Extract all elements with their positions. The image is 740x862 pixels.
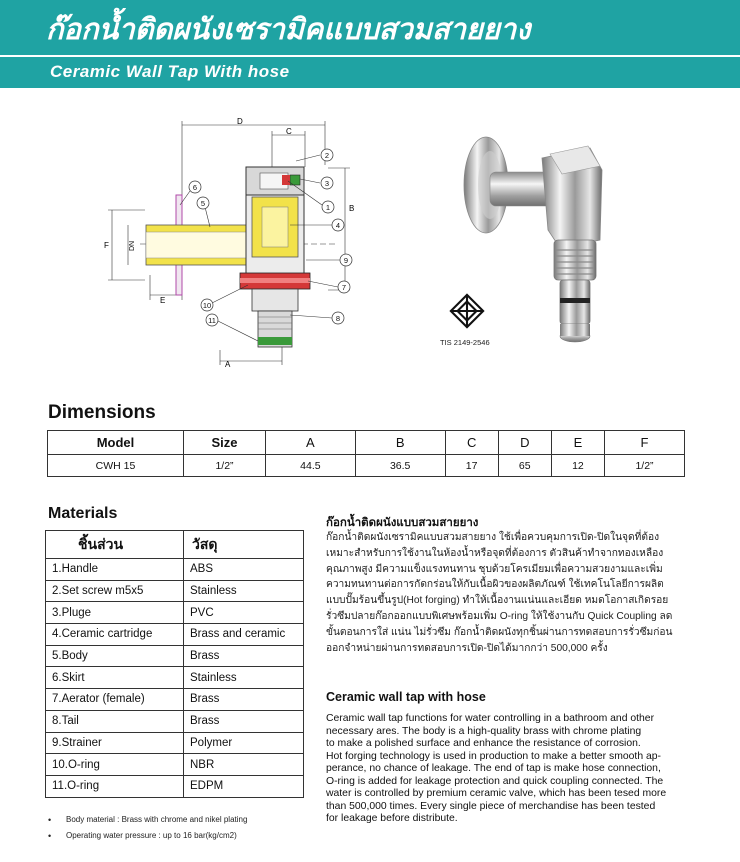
- description-line: perance, no chance of leakage. The end of tap is make hose connection,: [326, 763, 661, 774]
- table-row: [46, 645, 304, 667]
- column-header: F: [604, 431, 684, 455]
- table-cell: CWH 15: [48, 455, 184, 477]
- dim-label-e: E: [160, 296, 166, 305]
- part-name: 1.Handle: [46, 559, 184, 581]
- page-title-thai: ก๊อกน้ำติดผนังเซรามิคแบบสวมสายยาง: [46, 14, 531, 46]
- material-name: EDPM: [184, 775, 304, 797]
- part-name: 6.Skirt: [46, 667, 184, 689]
- description-line: O-ring is added for leakage protection and quick coupling connected. The: [326, 775, 664, 787]
- description-english-title: Ceramic wall tap with hose: [326, 690, 486, 704]
- callout-7: 7: [341, 283, 347, 292]
- description-line: แบบปั๊มร้อนขึ้นรูป(Hot forging) ทำให้เนื้องานแน่นและเอียด หมดโอกาสเกิดรอย: [326, 595, 669, 607]
- table-row: [46, 775, 304, 797]
- table-cell: 36.5: [355, 455, 445, 477]
- description-english: [326, 713, 701, 826]
- tis-certification-icon: [448, 292, 486, 330]
- column-header: Model: [48, 431, 184, 455]
- table-row: [46, 602, 304, 624]
- dim-label-d: D: [237, 117, 243, 126]
- material-name: Brass: [184, 645, 304, 667]
- column-header: A: [266, 431, 356, 455]
- part-name: 8.Tail: [46, 710, 184, 732]
- technical-drawing: [100, 115, 370, 370]
- part-name: 9.Strainer: [46, 732, 184, 754]
- part-name: 4.Ceramic cartridge: [46, 624, 184, 646]
- table-cell: 44.5: [266, 455, 356, 477]
- material-name: Brass: [184, 689, 304, 711]
- material-name: Stainless: [184, 667, 304, 689]
- callout-3: 3: [324, 179, 330, 188]
- table-row: [46, 667, 304, 689]
- dim-label-b: B: [349, 204, 355, 213]
- table-cell: 17: [445, 455, 498, 477]
- description-line: ขั้นตอนการใส่ แน่น ไม่รั่วซึม ก๊อกน้ำติดผนังทุกชิ้นผ่านการทดสอบการรั่วซึมก่อน: [326, 626, 673, 638]
- note-body-material: • Body material : Brass with chrome and nikel plating: [48, 812, 247, 828]
- header-banner: [0, 0, 740, 88]
- description-line: Hot forging technology is used in production to make a better smooth ap-: [326, 750, 662, 762]
- description-line: necessary ares. The body is a high-quality brass with chrome plating: [326, 725, 642, 737]
- material-name: Stainless: [184, 580, 304, 602]
- table-row: [46, 689, 304, 711]
- table-row: [46, 732, 304, 754]
- description-line: for leakage before distribute.: [326, 813, 458, 824]
- note-water-pressure: • Operating water pressure : up to 16 bar(kg/cm2): [48, 828, 247, 844]
- callout-6: 6: [192, 183, 198, 192]
- dim-label-dn: DN: [129, 240, 136, 251]
- part-name: 2.Set screw m5x5: [46, 580, 184, 602]
- header-divider: [0, 55, 740, 57]
- description-line: ก๊อกน้ำติดผนังเซรามิคแบบสวมสายยาง ใช้เพื่อควบคุมการเปิด-ปิดในจุดที่ต้อง: [326, 532, 660, 543]
- column-header-part: ชิ้นส่วน: [46, 531, 184, 559]
- table-row: [46, 754, 304, 776]
- description-thai-title: ก๊อกน้ำติดผนังแบบสวมสายยาง: [326, 517, 479, 529]
- column-header: E: [551, 431, 604, 455]
- table-row: [46, 624, 304, 646]
- material-name: ABS: [184, 559, 304, 581]
- column-header: Size: [184, 431, 266, 455]
- dim-label-f: F: [104, 241, 109, 250]
- notes-list: [48, 812, 247, 844]
- table-row: [48, 455, 685, 477]
- dimensions-heading: Dimensions: [48, 402, 156, 423]
- description-line: Ceramic wall tap functions for water controlling in a bathroom and other: [326, 713, 655, 724]
- table-header-row: [46, 531, 304, 559]
- material-name: NBR: [184, 754, 304, 776]
- dimensions-table: [47, 430, 685, 477]
- part-name: 11.O-ring: [46, 775, 184, 797]
- description-line: คุณภาพสูง มีความแข็งแรงทนทาน ชุบด้วยโครเมียมเพื่อความสวยงามและเพิ่ม: [326, 563, 663, 575]
- part-name: 3.Pluge: [46, 602, 184, 624]
- description-line: เหมาะสำหรับการใช้งานในห้องน้ำหรือจุดที่ต้องการ ตัวสินค้าทำจากทองเหลือง: [326, 547, 664, 559]
- table-cell: 1/2”: [604, 455, 684, 477]
- table-row: [46, 580, 304, 602]
- callout-11: 11: [208, 316, 216, 325]
- description-line: ความทนทานต่อการกัดกร่อนให้กับเนื้อผิวของผลิตภัณฑ์ ใช้เทคโนโลยีการผลิต: [326, 579, 664, 591]
- part-name: 7.Aerator (female): [46, 689, 184, 711]
- column-header: D: [498, 431, 551, 455]
- description-line: water is controlled by premium ceramic valve, which has been tesed more: [326, 788, 667, 799]
- materials-heading: Materials: [48, 505, 118, 522]
- table-row: [46, 559, 304, 581]
- description-thai: [326, 530, 698, 656]
- table-header-row: [48, 431, 685, 455]
- table-cell: 1/2”: [184, 455, 266, 477]
- part-name: 5.Body: [46, 645, 184, 667]
- description-line: to make a polished surface and enhance the resistance of corrosion.: [326, 738, 641, 749]
- material-name: Brass and ceramic: [184, 624, 304, 646]
- material-name: Brass: [184, 710, 304, 732]
- column-header: C: [445, 431, 498, 455]
- page-title-english: Ceramic Wall Tap With hose: [50, 62, 290, 81]
- material-name: Polymer: [184, 732, 304, 754]
- material-name: PVC: [184, 602, 304, 624]
- description-line: รั่วซึมปลายก๊อกออกแบบพิเศษพร้อมเพิ่ม O-ring ให้ใช้งานกับ Quick Coupling ลด: [326, 610, 673, 622]
- table-cell: 12: [551, 455, 604, 477]
- callout-10: 10: [202, 301, 212, 310]
- part-name: 10.O-ring: [46, 754, 184, 776]
- callout-9: 9: [343, 256, 349, 265]
- callout-1: 1: [325, 203, 331, 212]
- description-line: ออกจำหน่ายผ่านการทดสอบการเปิด-ปิดได้มากกว่า 500,000 ครั้ง: [326, 642, 608, 654]
- column-header-material: วัสดุ: [184, 531, 304, 559]
- callout-5: 5: [200, 199, 206, 208]
- callout-8: 8: [335, 314, 341, 323]
- description-line: than 500,000 times. Every single piece of merchandise has been tested: [326, 800, 656, 812]
- column-header: B: [355, 431, 445, 455]
- materials-table: [45, 530, 304, 798]
- tis-certification-label: TIS 2149-2546: [440, 338, 490, 347]
- dim-label-a: A: [225, 360, 231, 369]
- table-cell: 65: [498, 455, 551, 477]
- callout-2: 2: [324, 151, 330, 160]
- dim-label-c: C: [286, 127, 292, 136]
- table-row: [46, 710, 304, 732]
- callout-4: 4: [335, 221, 341, 230]
